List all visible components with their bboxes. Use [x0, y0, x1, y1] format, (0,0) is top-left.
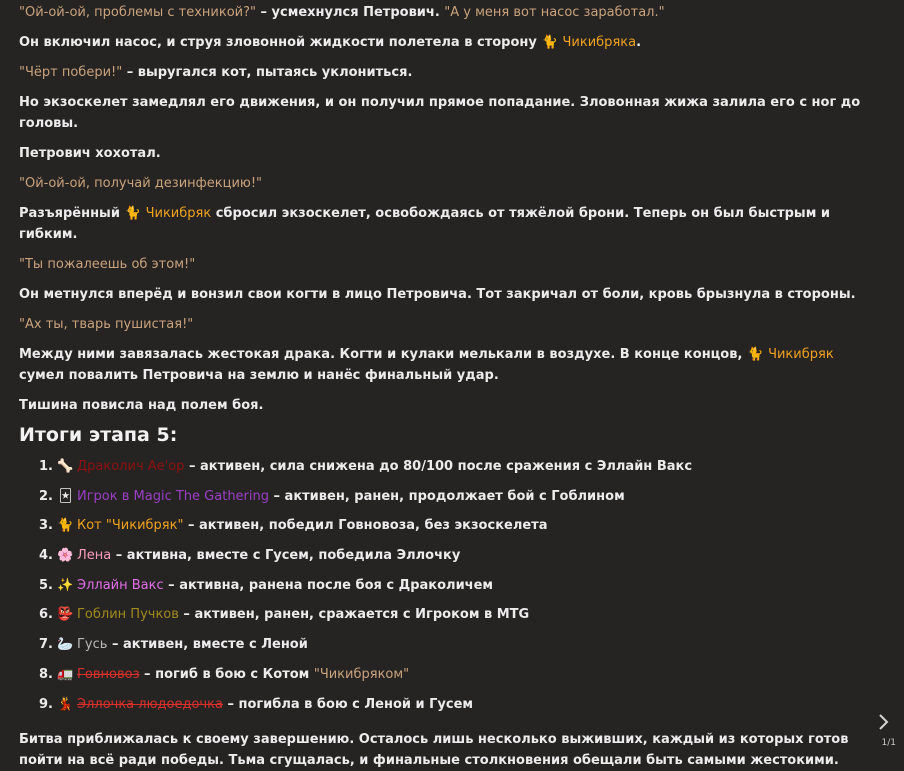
character-emoji-icon: 🦢	[57, 637, 74, 653]
results-list-item	[39, 694, 879, 715]
item-number: 2.	[39, 488, 53, 504]
story-span: сбросил экзоскелет, освобождаясь от тяжёлой брони. Теперь он был быстрым и гибким.	[19, 206, 830, 242]
story-span: "Ты пожалеешь об этом!"	[19, 257, 196, 272]
character-name: Драколич Ае'ор	[77, 459, 185, 474]
results-list	[19, 456, 879, 715]
story-paragraph	[19, 342, 879, 386]
character-status: – активен, ранен, сражается с Игроком в MTG	[178, 607, 530, 623]
story-paragraph	[19, 60, 879, 83]
character-status: – активен, ранен, продолжает бой с Гоблином	[269, 488, 625, 504]
results-list-item	[39, 604, 879, 625]
character-status: – активен, вместе с Леной	[107, 637, 308, 653]
character-emoji-icon: 🚛	[57, 666, 74, 682]
story-span: сумел повалить Петровича на землю и нанёс финальный удар.	[19, 368, 499, 383]
next-page-button[interactable]	[877, 712, 891, 732]
story-span: Он включил насос, и струя зловонной жидкости полетела в сторону	[19, 35, 542, 50]
story-paragraph	[19, 171, 879, 194]
story-span: Разъярённый	[19, 206, 125, 221]
character-emoji-icon: 🌸	[57, 548, 74, 564]
results-list-item	[39, 456, 879, 477]
story-paragraph	[19, 282, 879, 305]
story-paragraph	[19, 252, 879, 275]
item-number: 9.	[39, 696, 53, 712]
story-paragraph	[19, 141, 879, 164]
character-status: – активен, победил Говновоза, без экзоскелета	[183, 518, 548, 534]
story-paragraph	[19, 312, 879, 335]
story-span: "Ах ты, тварь пушистая!"	[19, 317, 194, 332]
story-paragraph	[19, 201, 879, 245]
story-paragraph	[19, 30, 879, 53]
story-span: "А у меня вот насос заработал."	[444, 5, 665, 20]
chevron-right-icon	[877, 712, 891, 732]
item-number: 1.	[39, 459, 53, 474]
story-span: – усмехнулся Петрович.	[255, 5, 445, 20]
character-status: – погиб в бою с Котом	[139, 666, 314, 682]
character-emoji-icon: 💃	[57, 696, 74, 712]
story-span: Между ними завязалась жестокая драка. Когти и кулаки мелькали в воздухе. В конце концов,	[19, 347, 747, 362]
item-number: 4.	[39, 548, 53, 564]
character-name: Гоблин Пучков	[77, 607, 179, 623]
character-status: – активен, сила снижена до 80/100 после сражения с Эллайн Вакс	[184, 459, 693, 474]
item-number: 8.	[39, 666, 53, 682]
story-span: Чикибряк	[763, 347, 834, 362]
character-status: – погибла в бою с Леной и Гусем	[222, 696, 474, 712]
story-span: Но экзоскелет замедлял его движения, и он получил прямое попадание. Зловонная жижа залила его с ног до головы.	[19, 95, 861, 131]
cat-emoji-icon: 🐈	[124, 206, 142, 221]
item-number: 6.	[39, 607, 53, 623]
story-span: Чикибряка	[558, 35, 637, 50]
story-span: Тишина повисла над полем боя.	[19, 398, 264, 413]
story-paragraph	[19, 90, 879, 134]
results-list-item	[39, 515, 879, 536]
story-span: "Ой-ой-ой, проблемы с техникой?"	[19, 5, 256, 20]
story-text	[19, 0, 879, 416]
story-span: "Ой-ой-ой, получай дезинфекцию!"	[19, 176, 263, 191]
character-name: Эллайн Вакс	[77, 577, 164, 593]
item-number: 7.	[39, 637, 53, 653]
story-span: – выругался кот, пытаясь уклониться.	[122, 65, 413, 80]
character-emoji-icon: 🦴	[57, 459, 74, 474]
results-list-item	[39, 664, 879, 685]
character-name: Игрок в Magic The Gathering	[77, 488, 269, 504]
character-status: – активна, вместе с Гусем, победила Эллочку	[111, 548, 461, 564]
results-list-item	[39, 634, 879, 655]
cat-emoji-icon: 🐈	[747, 347, 764, 362]
character-name: Гусь	[77, 637, 108, 653]
character-name: Кот "Чикибряк"	[77, 518, 184, 534]
page-indicator: 1/1	[881, 738, 896, 748]
character-name: Говновоз	[77, 666, 140, 682]
results-list-item	[39, 486, 879, 507]
status-quote: "Чикибряком"	[313, 666, 410, 682]
results-list-item	[39, 575, 879, 596]
item-number: 3.	[39, 518, 53, 534]
character-name: Лена	[77, 548, 112, 564]
story-span: "Чёрт побери!"	[19, 65, 123, 80]
item-number: 5.	[39, 577, 53, 593]
story-span: Петрович хохотал.	[19, 146, 161, 161]
character-name: Эллочка людоедочка	[77, 696, 223, 712]
closing-paragraph: Битва приближалась к своему завершению. Осталось лишь несколько выживших, каждый из которых готов пойти на всё ради победы. Тьма сгущалась, и финальные столкновения обещали быть самыми жестокими.	[19, 731, 849, 768]
cat-emoji-icon: 🐈	[541, 35, 558, 50]
character-emoji-icon: 🃏	[58, 488, 73, 504]
story-span: .	[636, 35, 642, 50]
chat-message	[19, 0, 879, 771]
character-emoji-icon: ✨	[57, 577, 74, 593]
story-paragraph	[19, 393, 879, 416]
story-span: Он метнулся вперёд и вонзил свои когти в лицо Петровича. Тот закричал от боли, кровь брызнула в стороны.	[19, 287, 856, 302]
character-emoji-icon: 🐈	[57, 518, 74, 534]
results-heading: Итоги этапа 5:	[19, 424, 178, 446]
character-status: – активна, ранена после боя с Драколичем	[163, 577, 494, 593]
character-emoji-icon: 👺	[57, 607, 74, 623]
story-span: Чикибряк	[141, 206, 212, 221]
results-list-item	[39, 545, 879, 566]
story-paragraph	[19, 0, 879, 23]
